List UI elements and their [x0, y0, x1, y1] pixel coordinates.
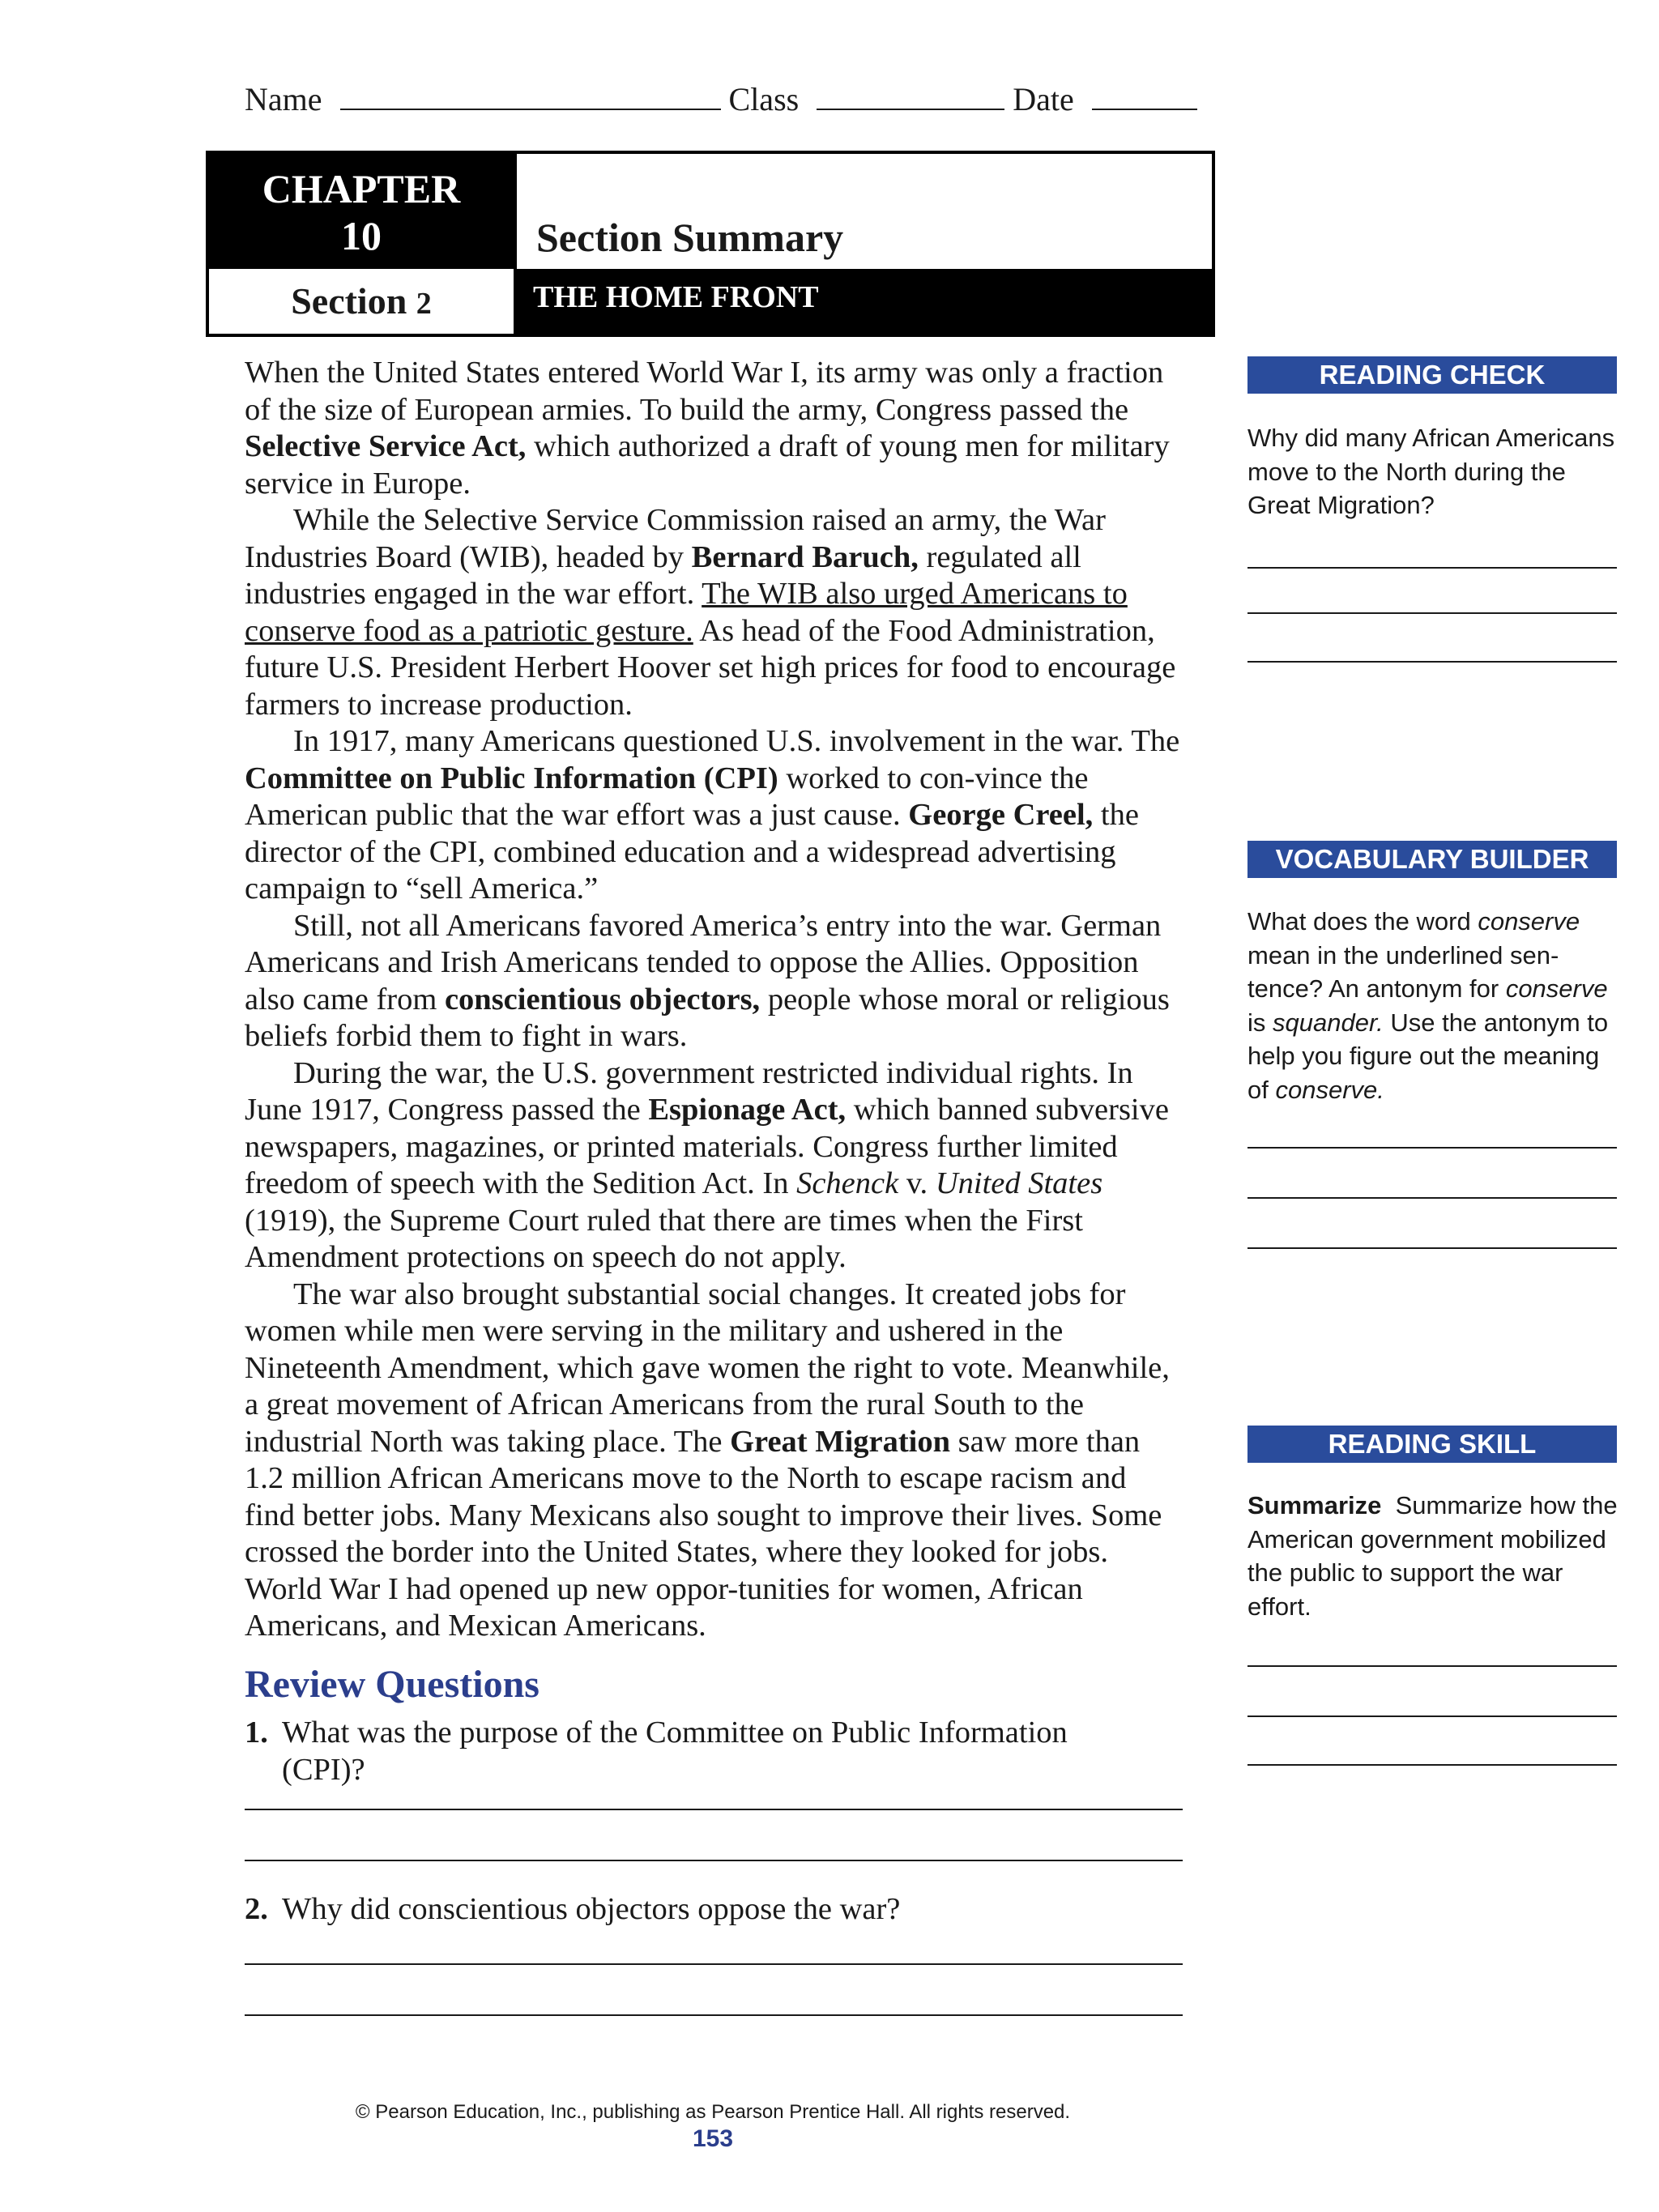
answer-line[interactable] — [1247, 1247, 1617, 1249]
class-label: Class — [728, 81, 800, 117]
answer-line[interactable] — [245, 1963, 1183, 1965]
paragraph-3: In 1917, many Americans questioned U.S. involvement in the war. The Committee on Public Information (CPI) worked to con-vince the American public that the war effort was a just cause. George Creel, the director of the CPI, combined education and a widespread advertising campaign to “sell America.” — [245, 724, 1180, 906]
answer-line[interactable] — [245, 1860, 1183, 1861]
answer-line[interactable] — [1247, 567, 1617, 569]
term-selective-service-act: Selective Service Act, — [245, 429, 527, 463]
answer-line[interactable] — [245, 1809, 1183, 1810]
term-espionage-act: Espionage Act, — [648, 1093, 847, 1127]
review-questions-heading: Review Questions — [245, 1663, 539, 1706]
paragraph-1: When the United States entered World War I, its army was only a fraction of the size of European armies. To build the army, Congress passed the Selective Service Act, which authorized a draft of young men for military service in Europe. — [245, 356, 1170, 501]
reading-skill-header: READING SKILL — [1247, 1426, 1617, 1463]
chapter-cell — [209, 154, 514, 269]
underlined-sentence: The WIB also urged Americans to conserve food as a patriotic gesture. — [245, 577, 1128, 648]
name-field[interactable] — [340, 79, 721, 110]
chapter-number: 10 — [341, 213, 382, 258]
answer-line[interactable] — [1247, 1764, 1617, 1766]
answer-line[interactable] — [1247, 1197, 1617, 1199]
reading-check-question: Why did many African Americans move to the North during the Great Migration? — [1247, 424, 1615, 519]
answer-line[interactable] — [1247, 1715, 1617, 1717]
question-number: 2. — [245, 1892, 268, 1926]
student-info-row — [245, 79, 1184, 125]
reading-check-header: READING CHECK — [1247, 356, 1617, 394]
chapter-label: CHAPTER — [262, 166, 461, 211]
section-summary-body — [245, 355, 1184, 1645]
class-field[interactable] — [817, 79, 1004, 110]
vocabulary-builder-header: VOCABULARY BUILDER — [1247, 841, 1617, 878]
paragraph-4: Still, not all Americans favored America’s entry into the war. German Americans and Irish Americans tended to oppose the Allies. Opposition also came from conscientious objectors, people whose moral or religious beliefs forbid them to fight in wars. — [245, 908, 1170, 1053]
question-text: Why did conscientious objectors oppose the war? — [282, 1892, 901, 1926]
term-cpi: Committee on Public Information (CPI) — [245, 761, 778, 795]
vocabulary-builder-prompt: What does the word conserve mean in the underlined sen-tence? An antonym for conserve is squander. Use the antonym to help you figure out the meaning of conserve. — [1247, 907, 1609, 1104]
term-bernard-baruch: Bernard Baruch, — [691, 539, 919, 574]
date-label: Date — [1013, 81, 1074, 117]
section-title: THE HOME FRONT — [514, 269, 1212, 334]
summary-cell — [514, 154, 1212, 269]
answer-line[interactable] — [1247, 1665, 1617, 1667]
reading-skill-prompt: Summarize Summarize how the American government mobilized the public to support the war effort. — [1247, 1491, 1623, 1621]
term-great-migration: Great Migration — [730, 1424, 951, 1459]
section-label: Section — [291, 280, 407, 322]
term-conscientious-objectors: conscientious objectors, — [444, 982, 761, 1016]
section-number: 2 — [416, 287, 432, 321]
section-cell — [209, 269, 514, 334]
paragraph-6: The war also brought substantial social changes. It created jobs for women while men were serving in the military and ushered in the Nineteenth Amendment, which gave women the right to vote. Meanwhile, a great movement of African Americans from the rural South to the industrial North was taking place. The Great Migration saw more than 1.2 million African Americans move to the North to escape racism and find better jobs. Many Mexicans also sought to improve their lives. Some crossed the border into the United States, where they looked for jobs. World War I had opened up new oppor-tunities for women, African Americans, and Mexican Americans. — [245, 1276, 1170, 1643]
page-number: 153 — [692, 2125, 734, 2152]
chapter-header-box — [206, 151, 1215, 337]
name-label: Name — [245, 81, 322, 117]
term-george-creel: George Creel, — [908, 798, 1094, 832]
review-question-1 — [245, 1714, 1184, 1788]
section-summary-title: Section Summary — [536, 215, 844, 260]
question-text: What was the purpose of the Committee on Public Information (CPI)? — [282, 1715, 1068, 1787]
paragraph-5: During the war, the U.S. government restricted individual rights. In June 1917, Congress passed the Espionage Act, which banned subversive newspapers, magazines, or printed materials. Congress further limited freedom of speech with the Sedition Act. In Schenck v. United States (1919), the Supreme Court ruled that there are times when the First Amendment protections on speech do not apply. — [245, 1055, 1169, 1274]
answer-line[interactable] — [1247, 661, 1617, 663]
copyright-footer: © Pearson Education, Inc., publishing as Pearson Prentice Hall. All rights reserved. — [355, 2101, 1071, 2123]
skill-label: Summarize — [1247, 1491, 1382, 1519]
review-question-2 — [245, 1890, 1184, 1928]
date-field[interactable] — [1092, 79, 1197, 110]
answer-line[interactable] — [1247, 1147, 1617, 1149]
answer-line[interactable] — [245, 2014, 1183, 2016]
answer-line[interactable] — [1247, 612, 1617, 614]
paragraph-2: While the Selective Service Commission raised an army, the War Industries Board (WIB), headed by Bernard Baruch, regulated all industries engaged in the war effort. The WIB also urged Americans to conserve food as a patriotic gesture. As head of the Food Administration, future U.S. President Herbert Hoover set high prices for food to encourage farmers to increase production. — [245, 503, 1176, 722]
question-number: 1. — [245, 1715, 268, 1750]
